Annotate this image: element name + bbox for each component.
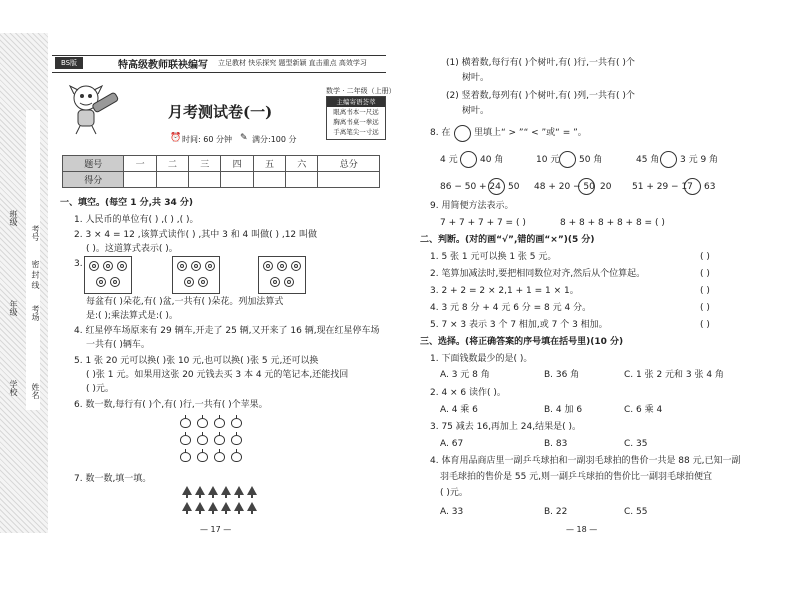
motto-line: 眼离书本一尺远	[333, 108, 379, 116]
choice-option: A. 33	[440, 507, 464, 517]
question-9b: 8 + 8 + 8 + 8 + 8 = ( )	[560, 218, 665, 228]
apple-icon	[231, 435, 242, 445]
question-7-part2: (2) 竖着数,每列有( )个树叶,有( )列,一共有( )个	[446, 91, 635, 101]
leaf-icon	[195, 486, 205, 495]
apple-icon	[197, 452, 208, 462]
compare-right: 3 元 9 角	[680, 155, 719, 165]
compare-circle[interactable]	[684, 178, 701, 195]
compare-circle[interactable]	[460, 151, 477, 168]
flower-icon	[96, 277, 106, 287]
question-3-text: 每盆有( )朵花,有( )盆,一共有( )朵花。列加法算式	[86, 297, 284, 307]
flower-icon	[270, 277, 280, 287]
choice-option: B. 4 加 6	[544, 405, 583, 415]
compare-left: 48 + 20 − 50	[534, 182, 595, 192]
choice-question-3: 3. 75 减去 16,再加上 24,结果是( )。	[430, 422, 581, 432]
question-5-cont2: ( )元。	[86, 384, 114, 394]
question-2-cont: ( )。这道算式表示( )。	[86, 244, 178, 254]
question-3-cont: 是:( );乘法算式是:( )。	[86, 311, 178, 321]
judge-item: 3. 2 + 2 = 2 × 2,1 + 1 = 1 × 1。	[430, 286, 579, 296]
choice-option: C. 55	[624, 507, 648, 517]
question-6: 6. 数一数,每行有( )个,有( )行,一共有( )个苹果。	[74, 400, 268, 410]
flower-icon	[205, 261, 215, 271]
apple-icon	[214, 435, 225, 445]
compare-right: 50 角	[579, 155, 603, 165]
question-4-cont: 一共有( )辆车。	[86, 340, 150, 350]
exam-score: 满分:100 分	[252, 135, 297, 144]
leaf-icon	[221, 502, 231, 511]
choice-option: C. 35	[624, 439, 648, 449]
flower-icon	[110, 277, 120, 287]
choice-option: B. 83	[544, 439, 568, 449]
leaf-icon	[234, 502, 244, 511]
motto-title: 主编寄语荟萃	[327, 97, 385, 107]
edition-badge: BS版	[55, 57, 83, 69]
leaf-icon	[234, 486, 244, 495]
score-cell[interactable]	[253, 172, 285, 188]
judge-answer[interactable]: ( )	[700, 269, 710, 279]
apple-icon	[231, 452, 242, 462]
judge-item: 1. 5 张 1 元可以换 1 张 5 元。	[430, 252, 557, 262]
choice-question-4-cont2: ( )元。	[440, 488, 468, 498]
flower-icon	[291, 261, 301, 271]
flower-icon	[177, 261, 187, 271]
choice-option: B. 22	[544, 507, 568, 517]
score-header-cell: 五	[253, 156, 285, 172]
exam-time: 时间: 60 分钟	[182, 135, 232, 144]
score-cell[interactable]	[318, 172, 380, 188]
flower-icon	[103, 261, 113, 271]
apple-icon	[231, 418, 242, 428]
score-header-cell: 四	[221, 156, 253, 172]
compare-left: 4 元	[440, 155, 458, 165]
flower-icon	[263, 261, 273, 271]
leaf-grid	[182, 486, 260, 520]
grade-label: 数学 · 二年级（上册）	[326, 87, 396, 95]
choice-option: C. 6 乘 4	[624, 405, 663, 415]
choice-question-4: 4. 体育用品商店里一副乒乓球拍和一副羽毛球拍的售价一共是 88 元,已知一副	[430, 456, 741, 466]
leaf-icon	[182, 502, 192, 511]
question-7: 7. 数一数,填一填。	[74, 474, 152, 484]
question-1: 1. 人民币的单位有( ) ,( ) ,( )。	[74, 215, 199, 225]
leaf-icon	[247, 486, 257, 495]
number-label: 考号	[31, 225, 40, 241]
flower-icon	[117, 261, 127, 271]
section1-title: 一、填空。(每空 1 分,共 34 分)	[60, 198, 193, 208]
leaf-icon	[208, 502, 218, 511]
question-5-cont: ( )张 1 元。如果用这张 20 元钱去买 3 本 4 元的笔记本,还能找回	[86, 370, 349, 380]
score-row-label: 得分	[63, 172, 124, 188]
score-cell[interactable]	[156, 172, 188, 188]
page-number-right: — 18 —	[566, 525, 598, 534]
flower-icon	[277, 261, 287, 271]
question-7-part1: (1) 横着数,每行有( )个树叶,有( )行,一共有( )个	[446, 58, 635, 68]
compare-circle[interactable]	[488, 178, 505, 195]
flower-pot	[258, 256, 306, 294]
choice-question-1: 1. 下面钱数最少的是( )。	[430, 354, 533, 364]
choice-option: B. 36 角	[544, 370, 580, 380]
compare-left: 45 角	[636, 155, 660, 165]
compare-left: 10 元	[536, 155, 560, 165]
clock-icon: ⏰	[170, 133, 182, 143]
name-label: 姓名	[31, 383, 40, 399]
apple-icon	[214, 452, 225, 462]
choice-option: A. 3 元 8 角	[440, 370, 490, 380]
flower-icon	[191, 261, 201, 271]
compare-circle[interactable]	[454, 125, 471, 142]
score-cell[interactable]	[124, 172, 156, 188]
choice-question-2: 2. 4 × 6 读作( )。	[430, 388, 506, 398]
compare-left: 86 − 50 + 24	[440, 182, 501, 192]
judge-item: 4. 3 元 8 分 + 4 元 6 分 = 8 元 4 分。	[430, 303, 592, 313]
compare-right: 63	[704, 182, 716, 192]
score-table	[62, 155, 380, 188]
motto-line: 胸离书桌一拳远	[333, 118, 379, 126]
score-header-cell: 总分	[318, 156, 380, 172]
apple-icon	[197, 418, 208, 428]
series-title: 特高级教师联袂编写	[118, 60, 208, 71]
question-9: 9. 用简便方法表示。	[430, 201, 514, 211]
judge-answer[interactable]: ( )	[700, 252, 710, 262]
judge-item: 5. 7 × 3 表示 3 个 7 相加,或 7 个 3 相加。	[430, 320, 608, 330]
apple-icon	[180, 418, 191, 428]
judge-answer[interactable]: ( )	[700, 303, 710, 313]
leaf-icon	[195, 502, 205, 511]
score-cell[interactable]	[286, 172, 318, 188]
flower-pot	[84, 256, 132, 294]
score-cell[interactable]	[221, 172, 253, 188]
compare-circle[interactable]	[578, 178, 595, 195]
choice-option: A. 67	[440, 439, 464, 449]
exam-room-label: 考场	[31, 305, 40, 321]
choice-option: A. 4 乘 6	[440, 405, 478, 415]
page-number-left: — 17 —	[200, 525, 232, 534]
year-label: 年级	[9, 300, 18, 316]
slogan: 立足教材 快乐探究 题型新颖 直击重点 高效学习	[218, 59, 367, 67]
score-header-cell: 一	[124, 156, 156, 172]
score-header-cell: 三	[189, 156, 221, 172]
flower-icon	[198, 277, 208, 287]
flower-pot	[172, 256, 220, 294]
motto-box	[326, 96, 386, 140]
leaf-icon	[182, 486, 192, 495]
score-header-cell: 六	[286, 156, 318, 172]
question-9a: 7 + 7 + 7 + 7 = ( )	[440, 218, 526, 228]
compare-left: 51 + 29 − 17	[632, 182, 693, 192]
exam-title: 月考测试卷(一)	[168, 103, 273, 121]
flower-icon	[184, 277, 194, 287]
score-cell[interactable]	[189, 172, 221, 188]
mascot-illustration	[60, 80, 122, 136]
question-7-part2-cont: 树叶。	[462, 106, 490, 116]
compare-right: 50	[508, 182, 520, 192]
score-header-cell: 题号	[63, 156, 124, 172]
motto-line: 手离笔尖一寸远	[333, 128, 379, 136]
apple-icon	[180, 435, 191, 445]
section2-title: 二、判断。(对的画“√”,错的画“×”)(5 分)	[420, 235, 595, 245]
choice-question-4-cont: 羽毛球拍的售价是 55 元,则一副乒乓球拍的售价比一副羽毛球拍便宜	[440, 472, 713, 482]
score-header-cell: 二	[156, 156, 188, 172]
class-label: 班级	[9, 210, 18, 226]
apple-icon	[197, 435, 208, 445]
question-5: 5. 1 张 20 元可以换( )张 10 元,也可以换( )张 5 元,还可以换	[74, 356, 319, 366]
apple-icon	[214, 418, 225, 428]
school-label: 学校	[9, 380, 18, 396]
leaf-icon	[247, 502, 257, 511]
compare-right: 40 角	[480, 155, 504, 165]
flower-icon	[89, 261, 99, 271]
question-3-number: 3.	[74, 259, 83, 269]
apple-grid	[178, 414, 248, 470]
section3-title: 三、选择。(将正确答案的序号填在括号里)(10 分)	[420, 337, 624, 347]
compare-right: 20	[600, 182, 612, 192]
seal-line-label: 密 封 线	[31, 260, 40, 290]
leaf-icon	[221, 486, 231, 495]
apple-icon	[180, 452, 191, 462]
judge-answer[interactable]: ( )	[700, 286, 710, 296]
question-8: 8. 在	[430, 128, 451, 138]
judge-item: 2. 笔算加减法时,要把相同数位对齐,然后从个位算起。	[430, 269, 646, 279]
pencil-icon: ✎	[240, 133, 248, 143]
question-8-text: 里填上“ > ”“ < ”或“ = ”。	[474, 128, 587, 138]
question-7-part1-cont: 树叶。	[462, 73, 490, 83]
leaf-icon	[208, 486, 218, 495]
compare-circle[interactable]	[559, 151, 576, 168]
choice-option: C. 1 张 2 元和 3 张 4 角	[624, 370, 724, 380]
compare-circle[interactable]	[660, 151, 677, 168]
question-4: 4. 红星停车场原来有 29 辆车,开走了 25 辆,又开来了 16 辆,现在红星停车场	[74, 326, 380, 336]
flower-icon	[284, 277, 294, 287]
judge-answer[interactable]: ( )	[700, 320, 710, 330]
question-2: 2. 3 × 4 = 12 ,该算式读作( ) ,其中 3 和 4 叫做( ) ,12 叫做	[74, 230, 318, 240]
